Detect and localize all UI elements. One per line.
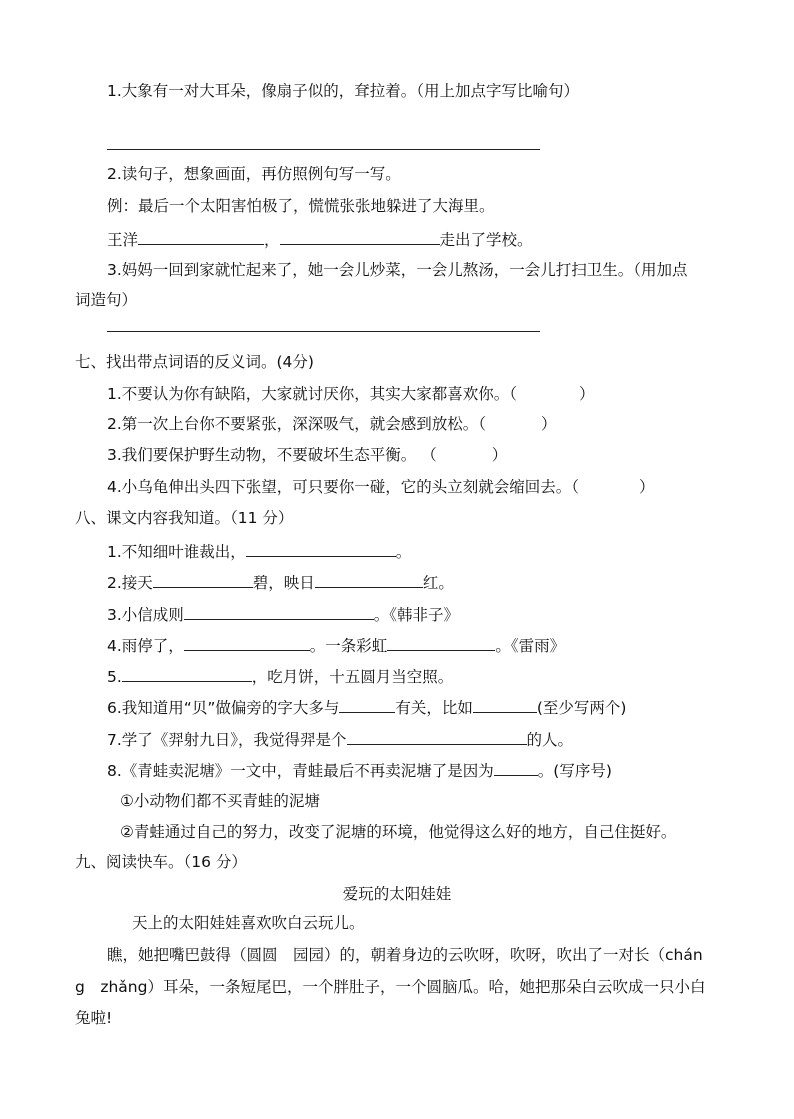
s6-question-3-line2: 词造句） [75, 291, 138, 309]
s7-item-1 [107, 384, 595, 404]
fill-text: (至少写两个) [536, 699, 627, 717]
answer-blank[interactable] [339, 696, 395, 713]
s8-question-7 [107, 728, 573, 750]
item-text: 2.第一次上台你不要紧张，深深吸气，就会感到放松。（ [107, 415, 487, 433]
fill-text: 5. [107, 668, 122, 686]
fill-text: 4.雨停了， [107, 637, 184, 655]
fill-text: 。 [395, 543, 412, 561]
fill-text: 6.我知道用“贝”做偏旁的字大多与 [107, 699, 340, 717]
reading-title: 爱玩的太阳娃娃 [342, 885, 452, 903]
s8-question-5 [107, 665, 453, 687]
reading-paragraph-2-line3: 兔啦! [75, 1009, 113, 1027]
answer-line[interactable] [107, 331, 540, 332]
answer-blank[interactable] [473, 696, 537, 713]
answer-blank[interactable] [153, 571, 253, 588]
answer-blank[interactable] [138, 228, 264, 245]
item-text: 4.小乌龟伸出头四下张望，可只要你一碰，它的头立刻就会缩回去。（ [107, 478, 580, 496]
answer-blank[interactable] [184, 603, 374, 620]
s6-question-2: 2.读句子，想象画面，再仿照例句写一写。 [107, 165, 401, 183]
answer-blank[interactable] [347, 728, 527, 745]
s6-question-1: 1.大象有一对大耳朵，像扇子似的，耷拉着。（用上加点字写比喻句） [107, 82, 580, 100]
s7-item-3 [107, 445, 507, 465]
fill-text: 。《韩非子》 [373, 606, 460, 624]
paren-close: ） [639, 478, 655, 496]
reading-paragraph-1: 天上的太阳娃娃喜欢吹白云玩儿。 [132, 914, 365, 932]
s6-question-2-example: 例：最后一个太阳害怕极了，慌慌张张地躲进了大海里。 [107, 197, 495, 215]
fill-text: 7.学了《羿射九日》，我觉得羿是个 [107, 731, 347, 749]
s9-heading: 九、阅读快车。（16 分） [75, 853, 247, 871]
fill-text: 走出了学校。 [439, 231, 533, 249]
answer-blank[interactable] [315, 571, 423, 588]
fill-text: 8.《青蛙卖泥塘》一文中，青蛙最后不再卖泥塘了是因为 [107, 762, 494, 780]
fill-text: 。《雷雨》 [495, 637, 566, 655]
s8-option-1: ①小动物们都不买青蛙的泥塘 [120, 792, 320, 810]
s8-question-8 [107, 759, 612, 781]
s8-question-2 [107, 571, 454, 593]
fill-text: 3.小信成则 [107, 606, 184, 624]
answer-blank[interactable] [494, 759, 538, 776]
answer-blank[interactable] [246, 540, 396, 557]
paren-close: ） [579, 385, 595, 403]
reading-paragraph-2-line1: 瞧，她把嘴巴鼓得（圆圆 园园）的，朝着身边的云吹呀，吹呀，吹出了一对长（chán [107, 946, 703, 964]
reading-paragraph-2-line2: g zhǎng）耳朵，一条短尾巴，一个胖肚子，一个圆脑瓜。哈，她把那朵白云吹成一只小白 [75, 978, 706, 996]
paren-close: ） [491, 446, 508, 464]
s8-option-2: ②青蛙通过自己的努力，改变了泥塘的环境，他觉得这么好的地方，自己住挺好。 [120, 823, 677, 841]
fill-text: 1.不知细叶谁裁出， [107, 543, 246, 561]
s7-item-4 [107, 477, 655, 497]
fill-text: 红。 [422, 574, 454, 592]
fill-text: 的人。 [526, 731, 574, 749]
item-text: 1.不要认为你有缺陷，大家就讨厌你，其实大家都喜欢你。（ [107, 385, 518, 403]
fill-text: 。(写序号) [537, 762, 612, 780]
s6-question-3-line1: 3.妈妈一回到家就忙起来了，她一会儿炒菜，一会儿熬汤，一会儿打扫卫生。（用加点 [107, 261, 688, 279]
answer-blank[interactable] [280, 228, 440, 245]
answer-blank[interactable] [387, 634, 495, 651]
s7-heading: 七、找出带点词语的反义词。(4分) [75, 353, 314, 371]
fill-text: 2.接天 [107, 574, 153, 592]
answer-blank[interactable] [122, 665, 252, 682]
answer-line[interactable] [107, 149, 540, 150]
s6-question-2-fill [107, 228, 533, 250]
s8-heading: 八、课文内容我知道。（11 分） [75, 509, 294, 527]
s8-question-3 [107, 603, 459, 625]
fill-text: 碧，映日 [252, 574, 315, 592]
paren-close: ） [541, 415, 557, 433]
fill-text: ， [264, 231, 280, 249]
answer-blank[interactable] [184, 634, 310, 651]
fill-text: ，吃月饼，十五圆月当空照。 [251, 668, 454, 686]
fill-text: 王洋 [107, 231, 139, 249]
fill-text: 有关，比如 [395, 699, 473, 717]
s8-question-1 [107, 540, 411, 562]
item-text: 3.我们要保护野生动物，不要破坏生态平衡。 （ [107, 446, 437, 464]
s7-item-2 [107, 414, 557, 434]
fill-text: 。一条彩虹 [309, 637, 388, 655]
s8-question-6 [107, 696, 626, 718]
s8-question-4 [107, 634, 565, 656]
